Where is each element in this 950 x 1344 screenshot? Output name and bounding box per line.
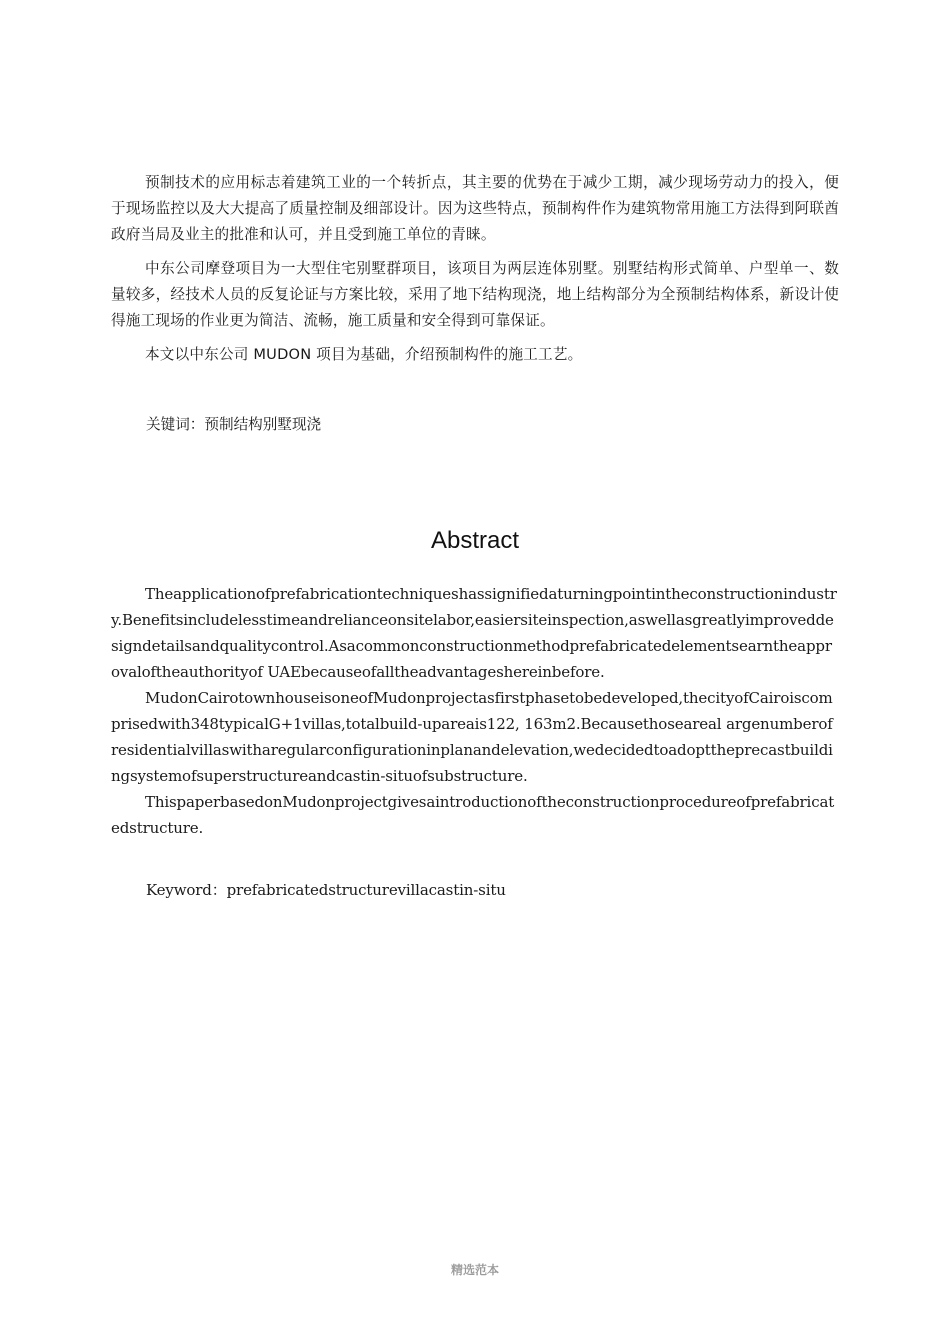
english-paragraph-2: MudonCairotownhouseisoneofMudonprojectasfirstphasetobedeveloped,thecityofCairoiscomprisedwith348typicalG+1villas,totalbuild-upareais122, 163m2.Becausethoseareal argenumberofresidentialvillaswitharegularconfigurationinplanandelevation,wedecidedtoadopttheprecastbuildingsystemofsuperstructureandcastin-situofsubstructure.	[111, 689, 833, 785]
abstract-heading: Abstract	[430, 527, 520, 554]
english-paragraph-3: ThispaperbasedonMudonprojectgivesaintroductionoftheconstructionprocedureofprefabricatedstructure.	[111, 793, 835, 837]
english-paragraph-1: Theapplicationofprefabricationtechniqueshassignifiedaturningpointintheconstructionindustry.Benefitsincludelesstimeandrelianceonsitelabor,easiersiteinspection,aswellasgreatlyimproveddesigndetailsandqualitycontrol.Asacommonconstructionmethodprefabricatedelementsearntheapprovaloftheauthorityof UAEbecauseofalltheadvantageshereinbefore.	[111, 585, 837, 681]
chinese-paragraph-2: 中东公司摩登项目为一大型住宅别墅群项目，该项目为两层连体别墅。别墅结构形式简单、户型单一、数量较多，经技术人员的反复论证与方案比较，采用了地下结构现浇，地上结构部分为全预制结构体系，新设计使得施工现场的作业更为简洁、流畅，施工质量和安全得到可靠保证。	[111, 260, 839, 329]
footer-watermark: 精选范本	[451, 1263, 500, 1277]
chinese-paragraph-1: 预制技术的应用标志着建筑工业的一个转折点，其主要的优势在于减少工期，减少现场劳动力的投入，便于现场监控以及大大提高了质量控制及细部设计。因为这些特点，预制构件作为建筑物常用施工方法得到阿联酋政府当局及业主的批准和认可，并且受到施工单位的青睐。	[111, 174, 839, 243]
chinese-keywords: 关键词：预制结构别墅现浇	[146, 416, 322, 433]
english-abstract	[111, 581, 839, 841]
english-keywords: Keyword：prefabricatedstructurevillacastin-situ	[146, 881, 506, 899]
chinese-abstract	[111, 170, 839, 368]
chinese-paragraph-3: 本文以中东公司 MUDON 项目为基础，介绍预制构件的施工工艺。	[145, 346, 583, 363]
